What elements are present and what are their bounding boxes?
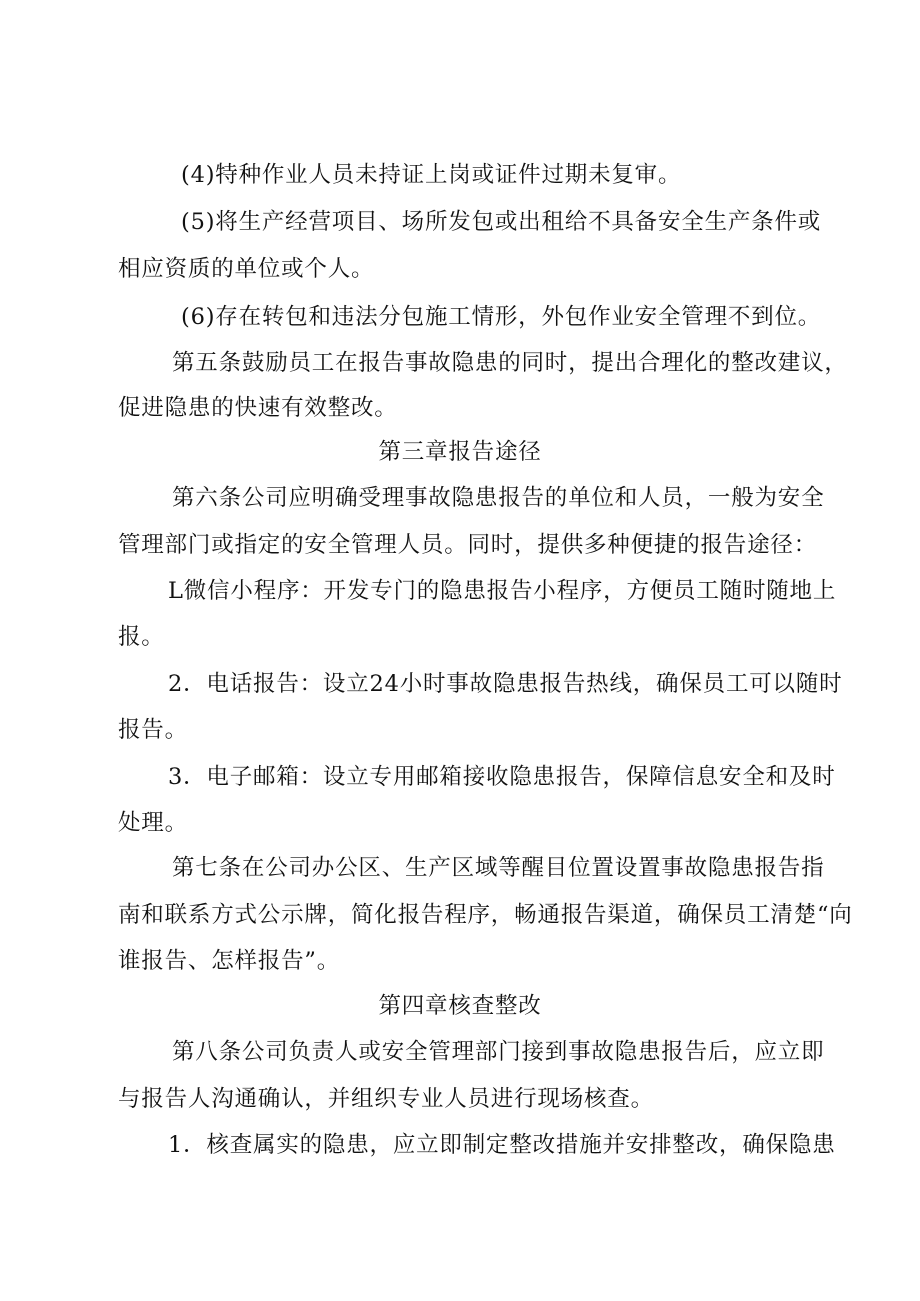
article-8-line-2: 与报告人沟通确认，并组织专业人员进行现场核查。 [118, 1086, 654, 1112]
paragraph-item-6-line-1: (6)存在转包和违法分包施工情形，外包作业安全管理不到位。 [181, 304, 822, 330]
channel-2-line-2: 报告。 [118, 717, 188, 743]
paragraph-item-5-line-1: (5)将生产经营项目、场所发包或出租给不具备安全生产条件或 [181, 209, 822, 235]
channel-1-line-1: L微信小程序：开发专门的隐患报告小程序，方便员工随时随地上 [168, 578, 837, 604]
article-5-line-1: 第五条鼓励员工在报告事故隐患的同时，提出合理化的整改建议， [172, 350, 848, 376]
article-6-line-2: 管理部门或指定的安全管理人员。同时，提供多种便捷的报告途径： [118, 532, 818, 558]
paragraph-item-5-line-2: 相应资质的单位或个人。 [118, 256, 375, 282]
channel-2-line-1: 2．电话报告：设立24小时事故隐患报告热线，确保员工可以随时 [168, 671, 843, 697]
chapter-4-heading: 第四章核查整改 [378, 993, 542, 1019]
article-7-line-1: 第七条在公司办公区、生产区域等醒目位置设置事故隐患报告指 [172, 855, 825, 881]
channel-3-line-2: 处理。 [118, 810, 188, 836]
chapter-3-heading: 第三章报告途径 [378, 439, 542, 465]
article-7-line-3: 谁报告、怎样报告”。 [118, 948, 341, 974]
verification-item-1-line-1: 1．核查属实的隐患，应立即制定整改措施并安排整改，确保隐患 [168, 1132, 836, 1158]
paragraph-item-4-line-1: (4)特种作业人员未持证上岗或证件过期未复审。 [181, 162, 682, 188]
article-6-line-1: 第六条公司应明确受理事故隐患报告的单位和人员，一般为安全 [172, 485, 825, 511]
article-5-line-2: 促进隐患的快速有效整改。 [118, 395, 398, 421]
channel-1-line-2: 报。 [118, 624, 165, 650]
channel-3-line-1: 3．电子邮箱：设立专用邮箱接收隐患报告，保障信息安全和及时 [168, 764, 836, 790]
article-8-line-1: 第八条公司负责人或安全管理部门接到事故隐患报告后，应立即 [172, 1039, 825, 1065]
article-7-line-2: 南和联系方式公示牌，简化报告程序，畅通报告渠道，确保员工清楚“向 [118, 902, 853, 928]
